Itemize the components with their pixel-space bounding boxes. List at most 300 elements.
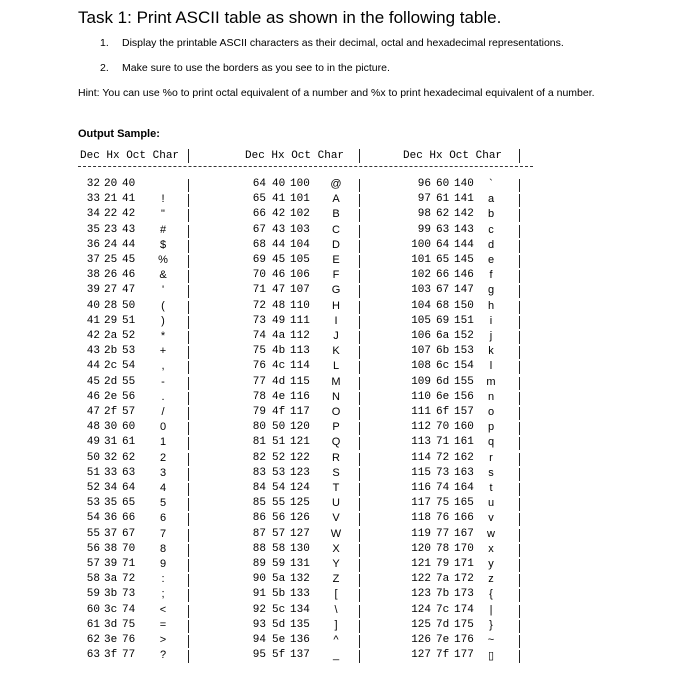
dec-value: 108: [411, 360, 431, 373]
oct-value: 66: [122, 512, 136, 525]
task-title: Task 1: Print ASCII table as shown in the following table.: [78, 8, 502, 27]
hex-value: 2d: [104, 375, 118, 388]
char-value: y: [488, 558, 494, 570]
char-value: k: [488, 345, 494, 358]
row-border: [359, 407, 360, 420]
char-value: [: [334, 588, 338, 601]
dec-value: 68: [252, 238, 266, 251]
hex-value: 5b: [272, 588, 286, 601]
dec-value: 59: [86, 588, 100, 601]
hex-value: 62: [436, 208, 450, 221]
dec-value: 39: [86, 284, 100, 297]
header-border: [359, 149, 360, 163]
oct-value: 162: [454, 451, 474, 464]
row-border: [188, 179, 189, 192]
char-value: }: [489, 618, 493, 631]
oct-value: 53: [122, 345, 136, 358]
dec-value: 113: [411, 436, 431, 449]
hex-value: 6d: [436, 375, 450, 388]
oct-value: 125: [290, 497, 310, 510]
dec-value: 38: [86, 269, 100, 282]
oct-value: 63: [122, 466, 136, 479]
hex-value: 7f: [436, 649, 450, 662]
hex-value: 2c: [104, 360, 118, 373]
char-value: %: [158, 254, 168, 266]
hex-value: 53: [272, 466, 286, 479]
row-border: [519, 605, 520, 618]
row-border: [519, 285, 520, 298]
oct-value: 42: [122, 208, 136, 221]
hex-value: 50: [272, 421, 286, 434]
dec-value: 120: [411, 542, 431, 555]
dec-value: 102: [411, 269, 431, 282]
row-border: [188, 422, 189, 435]
dec-value: 79: [252, 406, 266, 418]
dec-value: 116: [411, 482, 431, 494]
dec-value: 122: [411, 573, 431, 586]
dec-value: 125: [411, 618, 431, 631]
hex-value: 48: [272, 299, 286, 312]
hex-value: 66: [436, 269, 450, 282]
row-border: [519, 529, 520, 542]
char-value: 5: [159, 497, 167, 510]
dec-value: 100: [411, 238, 431, 251]
oct-value: 124: [290, 482, 310, 494]
char-value: G: [331, 284, 341, 297]
hex-value: 42: [272, 208, 286, 221]
hex-value: 47: [272, 284, 286, 297]
row-border: [519, 377, 520, 390]
char-value: !: [161, 193, 165, 206]
char-value: ]: [334, 618, 338, 631]
oct-value: 44: [122, 238, 136, 251]
oct-value: 140: [454, 178, 474, 190]
dec-value: 91: [252, 588, 266, 601]
dec-value: 72: [252, 299, 266, 312]
row-border: [519, 453, 520, 466]
oct-value: 121: [290, 436, 310, 449]
hex-value: 44: [272, 238, 286, 251]
char-value: \: [334, 603, 338, 616]
char-value: F: [332, 269, 340, 282]
char-value: |: [489, 603, 493, 616]
row-border: [188, 559, 189, 572]
hex-value: 69: [436, 314, 450, 327]
hex-value: 33: [104, 466, 118, 479]
hex-value: 3e: [104, 634, 118, 646]
row-border: [519, 635, 520, 648]
oct-value: 161: [454, 436, 474, 449]
dec-value: 32: [86, 178, 100, 190]
row-border: [188, 513, 189, 526]
char-value: H: [332, 299, 340, 312]
char-value: ,: [161, 360, 165, 373]
dec-value: 98: [417, 208, 431, 221]
dec-value: 49: [86, 436, 100, 449]
oct-value: 165: [454, 497, 474, 510]
oct-value: 152: [454, 330, 474, 342]
row-border: [359, 650, 360, 663]
oct-value: 131: [290, 558, 310, 570]
dec-value: 50: [86, 451, 100, 464]
hex-value: 36: [104, 512, 118, 525]
char-value: j: [489, 330, 493, 342]
row-border: [359, 240, 360, 253]
oct-value: 113: [290, 345, 310, 358]
oct-value: 145: [454, 254, 474, 266]
dec-value: 114: [411, 451, 431, 464]
row-border: [519, 468, 520, 481]
oct-value: 72: [122, 573, 136, 586]
char-value: n: [487, 390, 495, 403]
hex-value: 2b: [104, 345, 118, 358]
hex-value: 37: [104, 527, 118, 540]
instruction-step-2: [100, 62, 390, 74]
char-value: X: [332, 542, 340, 555]
char-value: r: [489, 451, 493, 464]
row-border: [359, 346, 360, 359]
dec-value: 69: [252, 254, 266, 266]
output-sample-label: Output Sample:: [78, 128, 160, 140]
dec-value: 66: [252, 208, 266, 221]
row-border: [519, 316, 520, 329]
dec-value: 89: [252, 558, 266, 570]
dec-value: 64: [252, 178, 266, 190]
hex-value: 41: [272, 193, 286, 206]
dec-value: 67: [252, 223, 266, 236]
row-border: [359, 225, 360, 238]
dec-value: 101: [411, 254, 431, 266]
dec-value: 44: [86, 360, 100, 373]
dec-value: 104: [411, 299, 431, 312]
row-border: [359, 392, 360, 405]
row-border: [188, 498, 189, 511]
row-border: [188, 483, 189, 496]
dec-value: 40: [86, 299, 100, 312]
dec-value: 80: [252, 421, 266, 434]
oct-value: 64: [122, 482, 136, 494]
oct-value: 41: [122, 193, 136, 206]
oct-value: 170: [454, 542, 474, 555]
char-value: R: [332, 451, 340, 464]
char-value: 7: [159, 527, 167, 540]
row-border: [188, 225, 189, 238]
oct-value: 54: [122, 360, 136, 373]
hex-value: 31: [104, 436, 118, 449]
oct-value: 40: [122, 178, 136, 190]
hex-value: 77: [436, 527, 450, 540]
char-value: e: [487, 254, 495, 266]
oct-value: 155: [454, 375, 474, 388]
row-border: [359, 605, 360, 618]
hex-value: 54: [272, 482, 286, 494]
hex-value: 7b: [436, 588, 450, 601]
row-border: [188, 301, 189, 314]
oct-value: 110: [290, 299, 310, 312]
char-value: w: [487, 527, 495, 540]
row-border: [519, 392, 520, 405]
char-value: A: [332, 193, 340, 206]
char-value: t: [489, 482, 493, 494]
oct-value: 167: [454, 527, 474, 540]
row-border: [188, 529, 189, 542]
oct-value: 123: [290, 466, 310, 479]
row-border: [359, 361, 360, 374]
hex-value: 5c: [272, 603, 286, 616]
dec-value: 105: [411, 314, 431, 327]
hex-value: 6c: [436, 360, 450, 373]
oct-value: 70: [122, 542, 136, 555]
dec-value: 70: [252, 269, 266, 282]
char-value: z: [488, 573, 494, 586]
char-value: Z: [332, 573, 340, 586]
oct-value: 73: [122, 588, 136, 601]
row-border: [188, 270, 189, 283]
dec-value: 94: [252, 634, 266, 646]
instruction-step-1: [100, 37, 564, 49]
row-border: [359, 529, 360, 542]
dec-value: 37: [86, 254, 100, 266]
dec-value: 62: [86, 634, 100, 646]
char-value: m: [486, 375, 496, 388]
hex-value: 7a: [436, 573, 450, 586]
dec-value: 126: [411, 634, 431, 646]
char-value: >: [159, 634, 167, 646]
hex-value: 2f: [104, 406, 118, 418]
row-border: [359, 194, 360, 207]
char-value: +: [159, 345, 167, 358]
oct-value: 132: [290, 573, 310, 586]
row-border: [359, 422, 360, 435]
hex-value: 4d: [272, 375, 286, 388]
dec-value: 123: [411, 588, 431, 601]
char-value: V: [332, 512, 340, 525]
dec-value: 61: [86, 618, 100, 631]
row-border: [519, 407, 520, 420]
dec-value: 88: [252, 542, 266, 555]
dec-value: 111: [411, 406, 431, 418]
header-divider: [78, 166, 533, 167]
hex-value: 7d: [436, 618, 450, 631]
hex-value: 5e: [272, 634, 286, 646]
row-border: [519, 483, 520, 496]
dec-value: 99: [417, 223, 431, 236]
char-value: _: [332, 649, 340, 662]
dec-value: 110: [411, 390, 431, 403]
char-value: 2: [159, 451, 167, 464]
header-border: [519, 149, 520, 163]
oct-value: 150: [454, 299, 474, 312]
hex-value: 4f: [272, 406, 286, 418]
dec-value: 36: [86, 238, 100, 251]
row-border: [359, 635, 360, 648]
row-border: [519, 544, 520, 557]
oct-value: 52: [122, 330, 136, 342]
dec-value: 86: [252, 512, 266, 525]
dec-value: 51: [86, 466, 100, 479]
char-value: ▯: [487, 650, 495, 663]
hex-value: 79: [436, 558, 450, 570]
char-value: N: [332, 390, 340, 403]
oct-value: 157: [454, 406, 474, 418]
oct-value: 60: [122, 421, 136, 434]
oct-value: 62: [122, 451, 136, 464]
row-border: [359, 301, 360, 314]
row-border: [188, 240, 189, 253]
row-border: [519, 301, 520, 314]
char-value: 1: [159, 436, 167, 449]
dec-value: 52: [86, 482, 100, 494]
hex-value: 59: [272, 558, 286, 570]
oct-value: 116: [290, 390, 310, 403]
oct-value: 160: [454, 421, 474, 434]
oct-value: 142: [454, 208, 474, 221]
row-border: [359, 513, 360, 526]
char-value: @: [330, 178, 342, 190]
hex-value: 52: [272, 451, 286, 464]
oct-value: 177: [454, 649, 474, 662]
row-border: [519, 346, 520, 359]
oct-value: 163: [454, 466, 474, 479]
char-value: f: [489, 269, 493, 282]
row-border: [359, 179, 360, 192]
hex-value: 46: [272, 269, 286, 282]
dec-value: 90: [252, 573, 266, 586]
row-border: [188, 574, 189, 587]
char-value: K: [332, 345, 340, 358]
oct-value: 76: [122, 634, 136, 646]
dec-value: 43: [86, 345, 100, 358]
dec-value: 96: [417, 178, 431, 190]
row-border: [359, 255, 360, 268]
oct-value: 176: [454, 634, 474, 646]
row-border: [519, 179, 520, 192]
oct-value: 141: [454, 193, 474, 206]
hex-value: 5d: [272, 618, 286, 631]
oct-value: 112: [290, 330, 310, 342]
oct-value: 101: [290, 193, 310, 206]
oct-value: 114: [290, 360, 310, 373]
dec-value: 42: [86, 330, 100, 342]
dec-value: 58: [86, 573, 100, 586]
oct-value: 115: [290, 375, 310, 388]
hex-value: 28: [104, 299, 118, 312]
row-border: [188, 468, 189, 481]
oct-value: 164: [454, 482, 474, 494]
table-header-2: Dec Hx Oct Char: [245, 150, 345, 162]
oct-value: 47: [122, 284, 136, 297]
char-value: /: [161, 406, 165, 418]
char-value: o: [487, 406, 495, 418]
hex-value: 71: [436, 436, 450, 449]
step-number: 2.: [100, 62, 109, 74]
hex-value: 67: [436, 284, 450, 297]
row-border: [359, 498, 360, 511]
dec-value: 41: [86, 314, 100, 327]
dec-value: 127: [411, 649, 431, 662]
row-border: [188, 437, 189, 450]
char-value: $: [159, 238, 167, 251]
char-value: O: [331, 406, 341, 418]
dec-value: 54: [86, 512, 100, 525]
table-header-1: Dec Hx Oct Char: [80, 150, 180, 162]
row-border: [519, 620, 520, 633]
hex-value: 6a: [436, 330, 450, 342]
char-value: Q: [331, 436, 341, 449]
step-text: Make sure to use the borders as you see to in the picture.: [122, 62, 390, 74]
oct-value: 147: [454, 284, 474, 297]
header-border: [188, 149, 189, 163]
row-border: [359, 620, 360, 633]
char-value: .: [161, 390, 165, 403]
dec-value: 83: [252, 466, 266, 479]
oct-value: 175: [454, 618, 474, 631]
hex-value: 22: [104, 208, 118, 221]
oct-value: 56: [122, 390, 136, 403]
dec-value: 117: [411, 497, 431, 510]
dec-value: 103: [411, 284, 431, 297]
row-border: [188, 635, 189, 648]
step-number: 1.: [100, 37, 109, 49]
oct-value: 134: [290, 603, 310, 616]
oct-value: 55: [122, 375, 136, 388]
char-value: 0: [159, 421, 167, 434]
hex-value: 6b: [436, 345, 450, 358]
char-value: l: [489, 360, 493, 373]
hex-value: 4c: [272, 360, 286, 373]
char-value: I: [334, 314, 338, 327]
hex-value: 7c: [436, 603, 450, 616]
hex-value: 64: [436, 238, 450, 251]
hex-value: 2e: [104, 390, 118, 403]
row-border: [188, 589, 189, 602]
hex-value: 3a: [104, 573, 118, 586]
oct-value: 172: [454, 573, 474, 586]
row-border: [188, 453, 189, 466]
char-value: v: [488, 512, 494, 525]
dec-value: 84: [252, 482, 266, 494]
char-value: M: [331, 375, 341, 388]
row-border: [519, 331, 520, 344]
oct-value: 65: [122, 497, 136, 510]
row-border: [519, 650, 520, 663]
dec-value: 109: [411, 375, 431, 388]
row-border: [188, 407, 189, 420]
hex-value: 43: [272, 223, 286, 236]
char-value: -: [161, 375, 165, 388]
oct-value: 77: [122, 649, 136, 662]
oct-value: 122: [290, 451, 310, 464]
hex-value: 3b: [104, 588, 118, 601]
hex-value: 23: [104, 223, 118, 236]
hex-value: 57: [272, 527, 286, 540]
char-value: ': [161, 284, 165, 297]
char-value: ^: [333, 634, 339, 646]
dec-value: 121: [411, 558, 431, 570]
row-border: [519, 194, 520, 207]
oct-value: 136: [290, 634, 310, 646]
oct-value: 146: [454, 269, 474, 282]
hex-value: 76: [436, 512, 450, 525]
char-value: E: [332, 254, 340, 266]
row-border: [359, 559, 360, 572]
dec-value: 53: [86, 497, 100, 510]
row-border: [359, 589, 360, 602]
oct-value: 61: [122, 436, 136, 449]
char-value: q: [487, 436, 495, 449]
hex-value: 25: [104, 254, 118, 266]
char-value: {: [489, 588, 493, 601]
